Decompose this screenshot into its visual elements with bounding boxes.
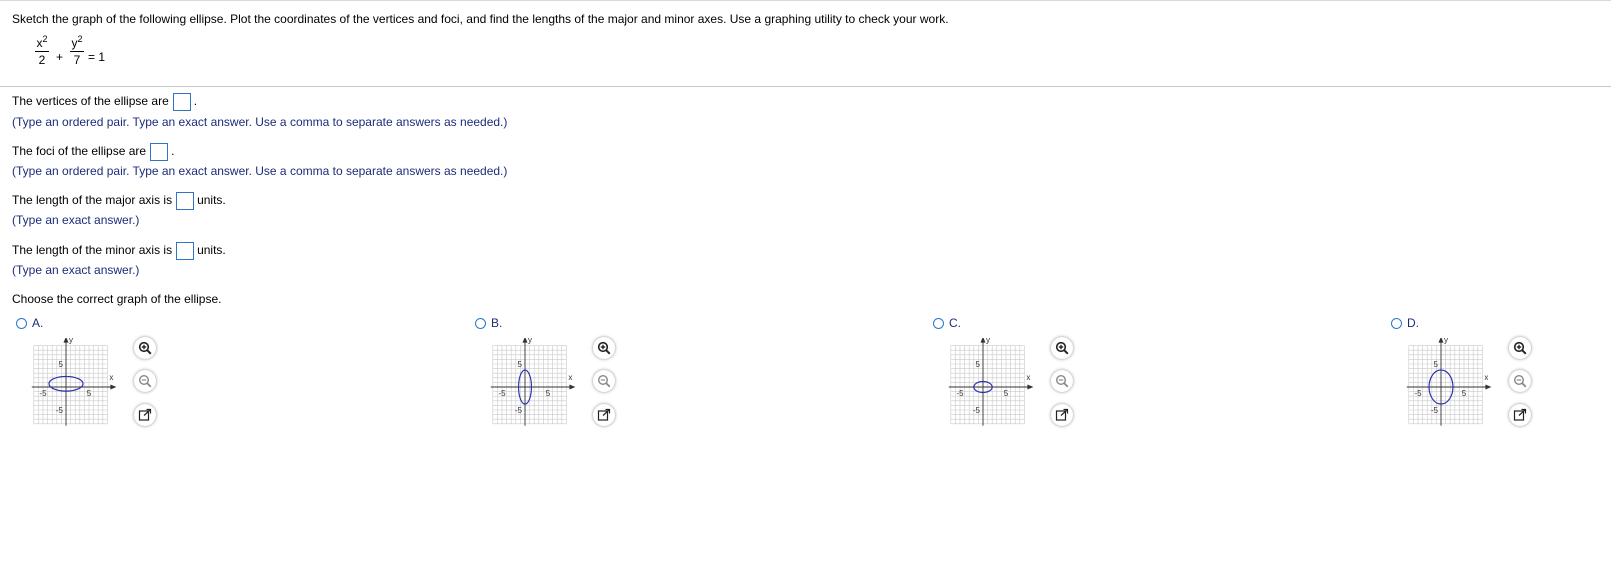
y-exponent: 2 (77, 34, 83, 44)
x-tick-label-pos: 5 (86, 389, 92, 398)
y-axis-arrow (523, 338, 528, 343)
x-axis-arrow (110, 385, 116, 390)
major-axis-question (12, 192, 226, 210)
foci-answer-box[interactable] (150, 143, 168, 161)
choice-a-label[interactable]: A. (32, 316, 44, 330)
plus-sign: + (56, 50, 64, 64)
y-axis-arrow (64, 338, 69, 343)
choice-d-zoom-out-button[interactable] (1509, 370, 1531, 392)
equals-one: = 1 (88, 50, 106, 64)
vertices-answer-box[interactable] (173, 93, 191, 111)
popout-icon (138, 408, 152, 422)
minor-axis-question (12, 242, 226, 260)
vertices-hint: (Type an ordered pair. Type an exact answer. Use a comma to separate answers as needed.) (12, 115, 508, 129)
x-exponent: 2 (42, 34, 48, 44)
x-tick-label-pos: 5 (1461, 389, 1467, 398)
grid (34, 346, 108, 424)
choice-a-zoom-in-button[interactable] (134, 337, 156, 359)
grid (951, 346, 1025, 424)
y-tick-label-neg: -5 (514, 406, 522, 415)
y-axis-label: y (1444, 338, 1448, 345)
zoom-out-icon (138, 374, 152, 388)
major-axis-text: The length of the major axis is (12, 193, 173, 208)
fraction-x (35, 36, 49, 67)
top-border (0, 0, 1611, 1)
foci-question (12, 143, 174, 161)
question-prompt: Sketch the graph of the following ellipse. Plot the coordinates of the vertices and foci, and find the lengths of the major and minor axes. Use a graphing utility to check your work. (12, 12, 949, 26)
minor-axis-answer-box[interactable] (176, 242, 194, 260)
y-denominator: 7 (73, 53, 81, 67)
major-axis-hint: (Type an exact answer.) (12, 213, 140, 227)
zoom-out-icon (1055, 374, 1069, 388)
minor-axis-hint: (Type an exact answer.) (12, 263, 140, 277)
choice-b-zoom-out-button[interactable] (593, 370, 615, 392)
grid (493, 346, 567, 424)
x-axis-label: x (568, 373, 573, 382)
choice-c-zoom-in-button[interactable] (1051, 337, 1073, 359)
foci-suffix: . (171, 144, 175, 159)
choice-d-label[interactable]: D. (1407, 316, 1419, 330)
major-axis-units: units. (197, 193, 226, 208)
grid (1409, 346, 1483, 424)
x-tick-label-neg: -5 (1414, 389, 1422, 398)
x-axis-arrow (1027, 385, 1033, 390)
foci-hint: (Type an ordered pair. Type an exact answer. Use a comma to separate answers as needed.) (12, 164, 508, 178)
divider (0, 86, 1611, 87)
choice-d-zoom-in-button[interactable] (1509, 337, 1531, 359)
zoom-in-icon (138, 341, 152, 355)
y-axis-label: y (986, 338, 990, 345)
minor-axis-units: units. (197, 243, 226, 258)
choose-graph-instruction: Choose the correct graph of the ellipse. (12, 292, 222, 306)
x-tick-label-pos: 5 (1003, 389, 1009, 398)
y-tick-label-pos: 5 (58, 360, 63, 369)
y-axis-arrow (981, 338, 986, 343)
x-tick-label-neg: -5 (39, 389, 47, 398)
choice-c-radio[interactable] (933, 318, 944, 329)
y-tick-label-pos: 5 (975, 360, 980, 369)
foci-text: The foci of the ellipse are (12, 144, 147, 159)
x-tick-label-neg: -5 (498, 389, 506, 398)
y-tick-label-neg: -5 (972, 406, 980, 415)
vertices-text: The vertices of the ellipse are (12, 94, 169, 109)
choice-c-zoom-out-button[interactable] (1051, 370, 1073, 392)
zoom-in-icon (597, 341, 611, 355)
y-axis-arrow (1439, 338, 1444, 343)
choice-d-radio[interactable] (1391, 318, 1402, 329)
choice-c-popout-button[interactable] (1051, 404, 1073, 426)
choice-a-graph (30, 338, 130, 430)
y-tick-label-neg: -5 (55, 406, 63, 415)
x-tick-label-neg: -5 (956, 389, 964, 398)
y-tick-label-neg: -5 (1430, 406, 1438, 415)
choice-d-popout-button[interactable] (1509, 404, 1531, 426)
x-variable: x (36, 36, 43, 50)
zoom-in-icon (1513, 341, 1527, 355)
x-tick-label-pos: 5 (545, 389, 551, 398)
x-axis-arrow (1485, 385, 1491, 390)
zoom-in-icon (1055, 341, 1069, 355)
x-axis-label: x (1484, 373, 1489, 382)
choice-a-zoom-out-button[interactable] (134, 370, 156, 392)
y-tick-label-pos: 5 (517, 360, 522, 369)
x-axis-arrow (569, 385, 575, 390)
choice-c-label[interactable]: C. (949, 316, 961, 330)
y-tick-label-pos: 5 (1433, 360, 1438, 369)
y-axis-label: y (528, 338, 532, 345)
y-axis-label: y (69, 338, 73, 345)
choice-b-zoom-in-button[interactable] (593, 337, 615, 359)
popout-icon (1055, 408, 1069, 422)
choice-b-label[interactable]: B. (491, 316, 503, 330)
vertices-suffix: . (193, 94, 198, 109)
choice-c-graph (947, 338, 1047, 430)
popout-icon (597, 408, 611, 422)
zoom-out-icon (597, 374, 611, 388)
y-variable: y (71, 36, 78, 50)
zoom-out-icon (1513, 374, 1527, 388)
vertices-question (12, 93, 197, 111)
choice-a-radio[interactable] (16, 318, 27, 329)
popout-icon (1513, 408, 1527, 422)
choice-b-radio[interactable] (475, 318, 486, 329)
choice-b-popout-button[interactable] (593, 404, 615, 426)
major-axis-answer-box[interactable] (176, 192, 194, 210)
choice-a-popout-button[interactable] (134, 404, 156, 426)
fraction-y (70, 36, 84, 67)
x-axis-label: x (109, 373, 114, 382)
x-axis-label: x (1026, 373, 1031, 382)
choice-b-graph (489, 338, 589, 430)
minor-axis-text: The length of the minor axis is (12, 243, 173, 258)
ellipse-equation (35, 36, 155, 76)
x-denominator: 2 (38, 53, 46, 67)
choice-d-graph (1405, 338, 1505, 430)
